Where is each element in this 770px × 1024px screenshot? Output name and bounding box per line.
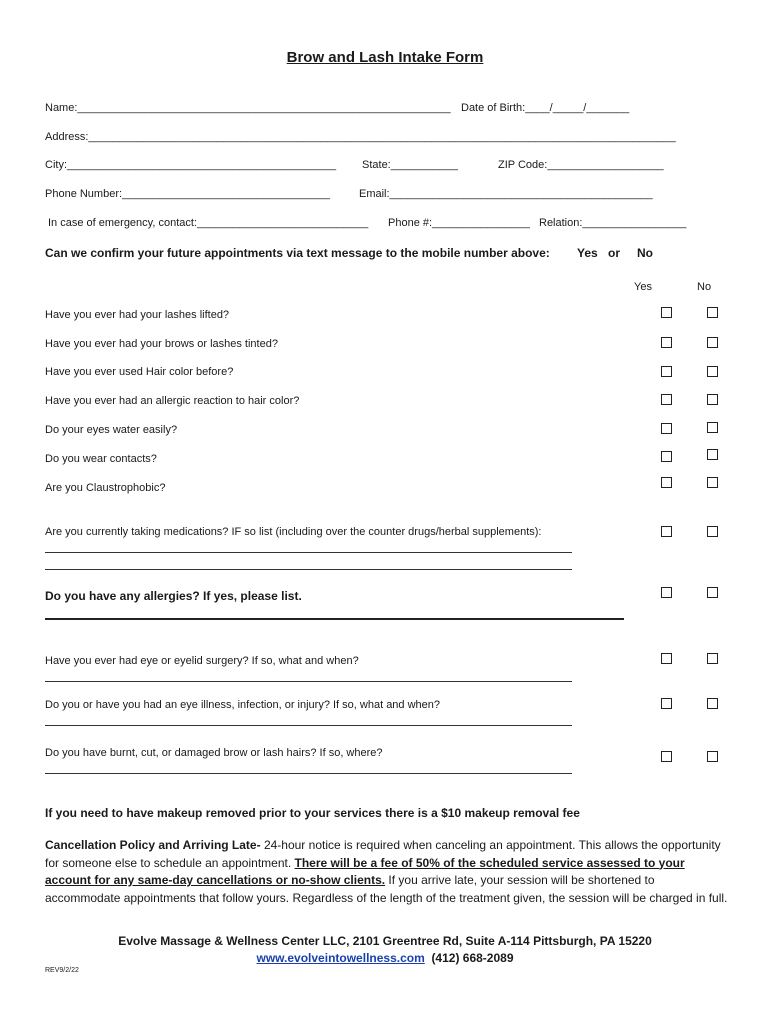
answer-line[interactable] <box>45 569 572 570</box>
text-confirm-yes[interactable]: Yes <box>577 246 598 260</box>
checkbox-yes[interactable] <box>661 307 672 318</box>
address-field[interactable]: Address:________________________________________________________________________________________________ <box>45 131 676 143</box>
checkbox-no[interactable] <box>707 698 718 709</box>
checkbox-no[interactable] <box>707 422 718 433</box>
checkbox-no[interactable] <box>707 526 718 537</box>
relation-field[interactable]: Relation:_________________ <box>539 217 687 229</box>
question-hair-color: Have you ever used Hair color before? <box>45 366 234 378</box>
footer-company: Evolve Massage & Wellness Center LLC, 2101 Greentree Rd, Suite A-114 Pittsburgh, PA 15220 <box>118 934 652 948</box>
answer-line[interactable] <box>45 773 572 774</box>
question-allergies: Do you have any allergies? If yes, please list. <box>45 589 302 603</box>
checkbox-no[interactable] <box>707 477 718 488</box>
makeup-fee-notice: If you need to have makeup removed prior to your services there is a $10 makeup removal fee <box>45 806 580 820</box>
question-allergic-reaction: Have you ever had an allergic reaction to hair color? <box>45 395 300 407</box>
phone-field[interactable]: Phone Number:__________________________________ <box>45 188 331 200</box>
checkbox-yes[interactable] <box>661 337 672 348</box>
answer-line[interactable] <box>45 681 572 682</box>
policy-fee: There will be a fee of 50% of the scheduled service assessed to your account for any same-day cancellations or no-show clients. <box>45 855 685 887</box>
checkbox-no[interactable] <box>707 307 718 318</box>
question-eyes-water: Do your eyes water easily? <box>45 424 178 436</box>
checkbox-no[interactable] <box>707 449 718 460</box>
checkbox-no[interactable] <box>707 366 718 377</box>
footer-phone: (412) 668-2089 <box>431 951 514 965</box>
checkbox-yes[interactable] <box>661 526 672 537</box>
policy-text-2: If you arrive late, your session will be shortened to accommodate appointments that follow yours. Regardless of the length of the treatment given, the session will be charged in full. <box>45 873 728 905</box>
checkbox-no[interactable] <box>707 751 718 762</box>
checkbox-yes[interactable] <box>661 698 672 709</box>
text-confirm-question: Can we confirm your future appointments via text message to the mobile number above: <box>45 246 550 260</box>
checkbox-yes[interactable] <box>661 477 672 488</box>
policy-text-1: 24-hour notice is required when canceling an appointment. This allows the opportunity for someone else to schedule an appointment. <box>45 838 721 870</box>
emergency-contact-field[interactable]: In case of emergency, contact:____________________________ <box>48 217 369 229</box>
question-eye-illness: Do you or have you had an eye illness, infection, or injury? If so, what and when? <box>45 699 441 711</box>
question-damaged-hairs: Do you have burnt, cut, or damaged brow or lash hairs? If so, where? <box>45 747 383 759</box>
checkbox-no[interactable] <box>707 653 718 664</box>
checkbox-yes[interactable] <box>661 394 672 405</box>
question-claustrophobic: Are you Claustrophobic? <box>45 482 166 494</box>
answer-line[interactable] <box>45 725 572 726</box>
city-field[interactable]: City:____________________________________________ <box>45 159 337 171</box>
emergency-phone-field[interactable]: Phone #:________________ <box>388 217 530 229</box>
answer-line[interactable] <box>45 552 572 553</box>
question-eye-surgery: Have you ever had eye or eyelid surgery? If so, what and when? <box>45 655 359 667</box>
checkbox-yes[interactable] <box>661 653 672 664</box>
form-title: Brow and Lash Intake Form <box>286 49 484 66</box>
text-confirm-or: or <box>608 246 620 260</box>
zip-field[interactable]: ZIP Code:___________________ <box>498 159 664 171</box>
column-header-yes: Yes <box>634 281 652 293</box>
checkbox-yes[interactable] <box>661 451 672 462</box>
checkbox-yes[interactable] <box>661 366 672 377</box>
footer-contact <box>0 951 770 965</box>
revision-date: REV9/2/22 <box>45 967 79 974</box>
state-field[interactable]: State:___________ <box>362 159 459 171</box>
dob-field[interactable]: Date of Birth:____/_____/_______ <box>461 102 630 114</box>
cancellation-policy <box>45 837 730 907</box>
checkbox-yes[interactable] <box>661 751 672 762</box>
checkbox-yes[interactable] <box>661 587 672 598</box>
checkbox-no[interactable] <box>707 587 718 598</box>
text-confirm-no[interactable]: No <box>637 246 653 260</box>
name-field[interactable]: Name:_____________________________________________________________ <box>45 102 451 114</box>
checkbox-no[interactable] <box>707 337 718 348</box>
question-tinted: Have you ever had your brows or lashes tinted? <box>45 338 278 350</box>
question-lashes-lifted: Have you ever had your lashes lifted? <box>45 309 230 321</box>
checkbox-no[interactable] <box>707 394 718 405</box>
question-contacts: Do you wear contacts? <box>45 453 157 465</box>
checkbox-yes[interactable] <box>661 423 672 434</box>
policy-heading: Cancellation Policy and Arriving Late- <box>45 838 261 852</box>
email-field[interactable]: Email:___________________________________________ <box>359 188 653 200</box>
answer-line[interactable] <box>45 618 624 620</box>
column-header-no: No <box>697 281 712 293</box>
question-medications: Are you currently taking medications? IF so list (including over the counter drugs/herbal supplements): <box>45 526 542 538</box>
website-link[interactable]: www.evolveintowellness.com <box>256 951 425 965</box>
